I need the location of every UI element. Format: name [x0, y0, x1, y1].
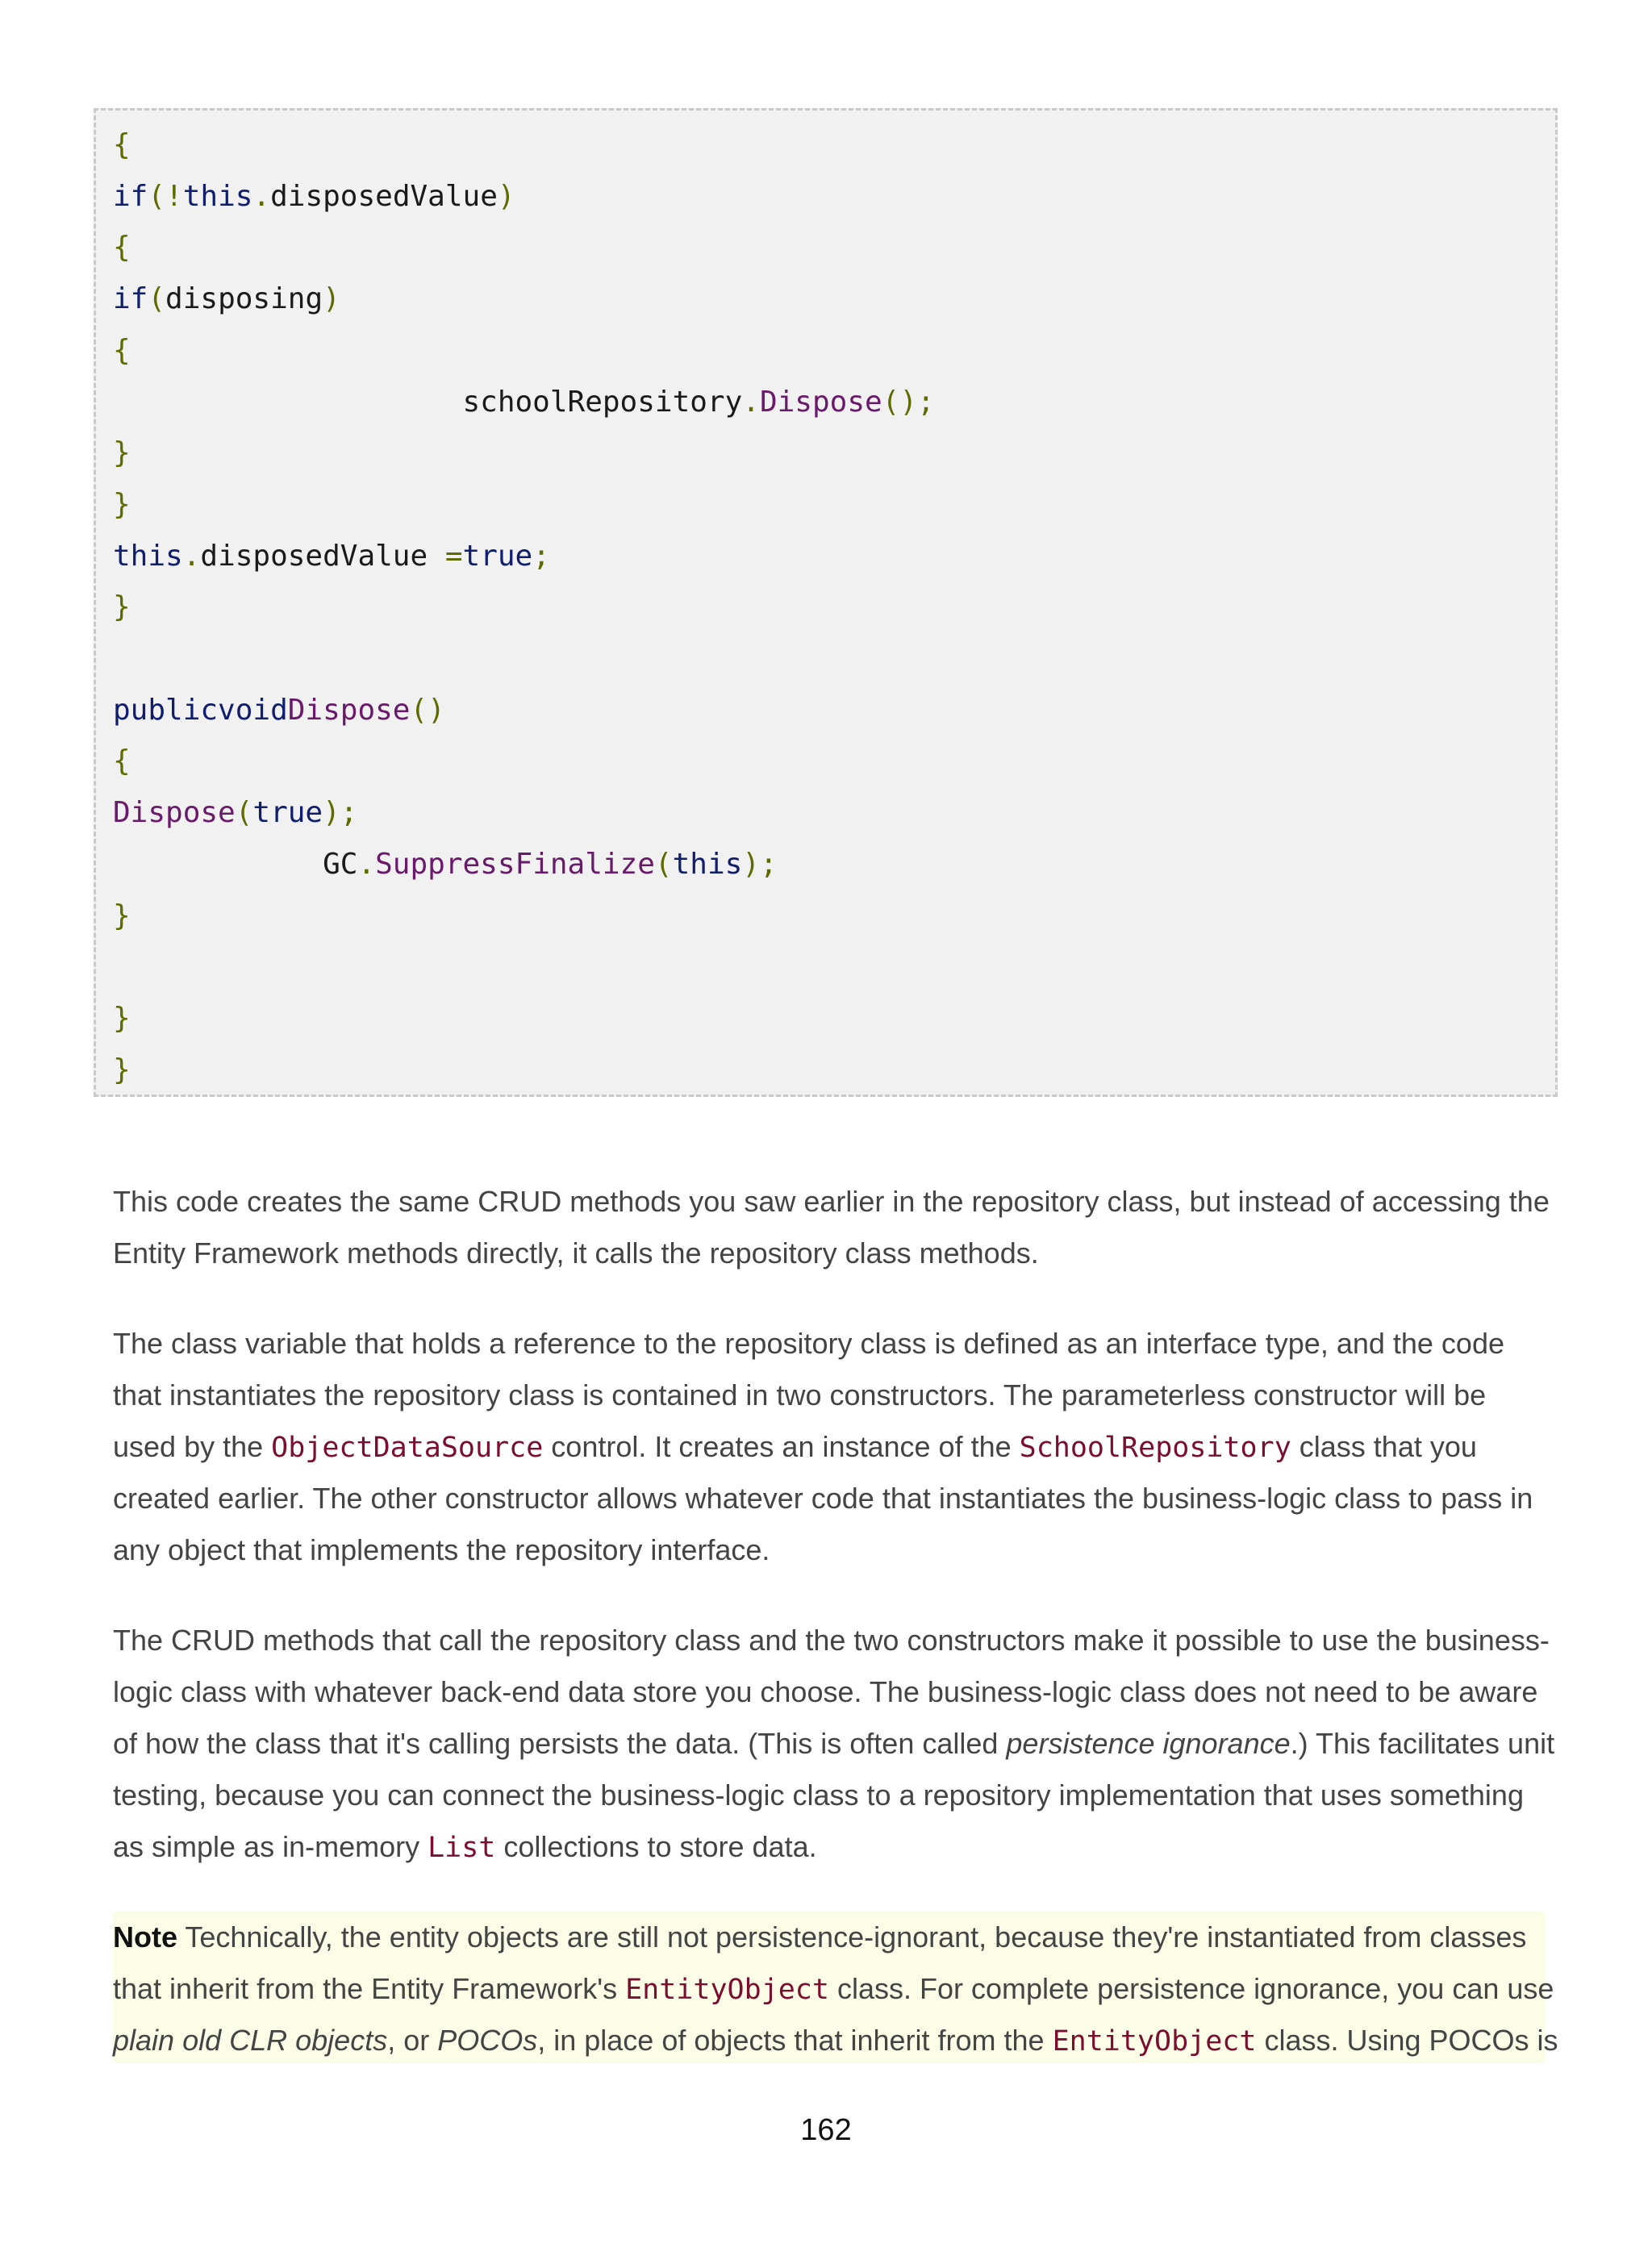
note-label: Note [113, 1920, 177, 1954]
text-line [113, 1318, 1549, 1370]
text-run: The CRUD methods that call the repository class and the two constructors make it possible to use the business- [113, 1624, 1550, 1657]
code-token: ) [323, 282, 340, 316]
paragraph-crud-methods [113, 1176, 1549, 1279]
code-line [113, 125, 131, 165]
note-text [113, 1912, 1558, 2066]
text-line [113, 1473, 1549, 1524]
text-run: collections to store data. [495, 1830, 817, 1863]
code-token: this [672, 847, 743, 881]
code-line [113, 536, 550, 577]
note-callout [113, 1912, 1558, 2063]
code-token: ( [654, 847, 673, 881]
text-run: , or [387, 2024, 438, 2057]
text-line [113, 1176, 1549, 1228]
code-block [94, 108, 1558, 1097]
text-run: used by the [113, 1430, 272, 1463]
code-line [113, 1050, 131, 1090]
code-token: . [252, 179, 271, 213]
text-run: Entity Framework methods directly, it calls the repository class methods. [113, 1236, 1039, 1270]
code-token: Dispose [113, 796, 236, 830]
text-run: as simple as in-memory [113, 1830, 428, 1863]
code-token: = [444, 539, 463, 573]
text-run: class. Using POCOs is [1256, 2024, 1558, 2057]
code-token: ; [532, 539, 550, 573]
code-line [113, 279, 340, 319]
text-line [113, 1912, 1549, 1963]
code-line [113, 793, 357, 833]
code-token: } [113, 590, 131, 624]
code-token: schoolRepository [113, 385, 743, 419]
text-run: that inherit from the Entity Framework's [113, 1972, 626, 2005]
text-run: The class variable that holds a reference to the repository class is defined as an interface type, and the code [113, 1327, 1504, 1360]
code-token: publicvoid [113, 693, 288, 727]
code-token: Dispose [287, 693, 411, 727]
code-token: } [113, 899, 131, 932]
code-token: ); [742, 847, 778, 881]
code-token: if [113, 179, 148, 213]
code-line [113, 896, 131, 936]
code-token: { [113, 231, 131, 265]
code-token: disposing [165, 282, 323, 316]
code-line [113, 587, 131, 628]
emphasis-text: persistence ignorance [1006, 1727, 1291, 1760]
code-token: . [357, 847, 376, 881]
inline-code: SchoolRepository [1019, 1432, 1291, 1464]
code-token: SuppressFinalize [375, 847, 655, 881]
text-run: , in place of objects that inherit from the [537, 2024, 1053, 2057]
text-run: any object that implements the repository interface. [113, 1533, 770, 1566]
code-token: } [113, 436, 131, 470]
inline-code: List [428, 1832, 496, 1864]
paragraph-class-variable [113, 1318, 1549, 1576]
code-token: ( [235, 796, 253, 830]
code-line [113, 227, 131, 268]
text-line [113, 2015, 1558, 2066]
inline-code: EntityObject [625, 1974, 829, 2006]
text-run: control. It creates an instance of the [543, 1430, 1020, 1463]
code-token: } [113, 1053, 131, 1086]
emphasis-text: POCOs [437, 2024, 538, 2057]
text-line [113, 1821, 1549, 1873]
text-line [113, 1524, 1549, 1576]
paragraph-persistence-ignorance [113, 1615, 1555, 1873]
code-token: { [113, 744, 131, 778]
code-token: . [182, 539, 201, 573]
text-run: logic class with whatever back-end data store you choose. The business-logic class does not need to be aware [113, 1675, 1538, 1708]
code-line [113, 331, 131, 371]
code-token: true [252, 796, 323, 830]
code-token: . [742, 385, 760, 419]
code-token: } [113, 1001, 131, 1035]
code-line [113, 741, 131, 782]
code-line [113, 999, 131, 1039]
text-run: of how the class that it's calling persists the data. (This is often called [113, 1727, 1007, 1760]
code-token: () [410, 693, 445, 727]
code-line [113, 485, 131, 525]
code-token: disposedValue [270, 179, 498, 213]
code-token: ( [148, 282, 166, 316]
text-line [113, 1370, 1549, 1421]
text-run: class. For complete persistence ignorance, you can use [828, 1972, 1554, 2005]
page-number: 162 [800, 2113, 852, 2147]
code-line [113, 433, 131, 473]
code-token: { [113, 128, 131, 161]
code-line [113, 690, 445, 731]
inline-code: EntityObject [1052, 2025, 1257, 2058]
text-line [113, 1666, 1549, 1718]
code-token: Dispose [759, 385, 882, 419]
code-token: GC [113, 847, 358, 881]
text-line [113, 1228, 1549, 1279]
code-token: ); [323, 796, 358, 830]
code-token: this [182, 179, 253, 213]
text-line [113, 1770, 1549, 1821]
code-token: ) [497, 179, 515, 213]
inline-code: ObjectDataSource [271, 1432, 544, 1464]
text-line [113, 1718, 1555, 1770]
code-line [113, 844, 778, 885]
code-token: } [113, 487, 131, 521]
text-run: .) This facilitates unit [1290, 1727, 1555, 1760]
text-run: This code creates the same CRUD methods you saw earlier in the repository class, but instead of accessing the [113, 1185, 1550, 1218]
text-line [113, 1421, 1549, 1473]
code-token: this [113, 539, 183, 573]
text-line [113, 1615, 1549, 1666]
code-line [113, 177, 515, 217]
text-run: that instantiates the repository class is contained in two constructors. The parameterless constructor will be [113, 1378, 1487, 1411]
code-token: true [462, 539, 533, 573]
text-run: class that you [1291, 1430, 1477, 1463]
text-line [113, 1963, 1554, 2015]
text-run: Technically, the entity objects are still not persistence-ignorant, because they're instantiated from classes [177, 1920, 1527, 1954]
code-token: disposedValue [200, 539, 445, 573]
code-token: if [113, 282, 148, 316]
code-line [113, 382, 935, 423]
code-token: (! [148, 179, 183, 213]
emphasis-text: plain old CLR objects [113, 2024, 388, 2057]
code-token: (); [882, 385, 935, 419]
code-token: { [113, 333, 131, 367]
text-run: created earlier. The other constructor allows whatever code that instantiates the business-logic class to pass in [113, 1482, 1533, 1515]
text-run: testing, because you can connect the business-logic class to a repository implementation that uses something [113, 1778, 1524, 1812]
